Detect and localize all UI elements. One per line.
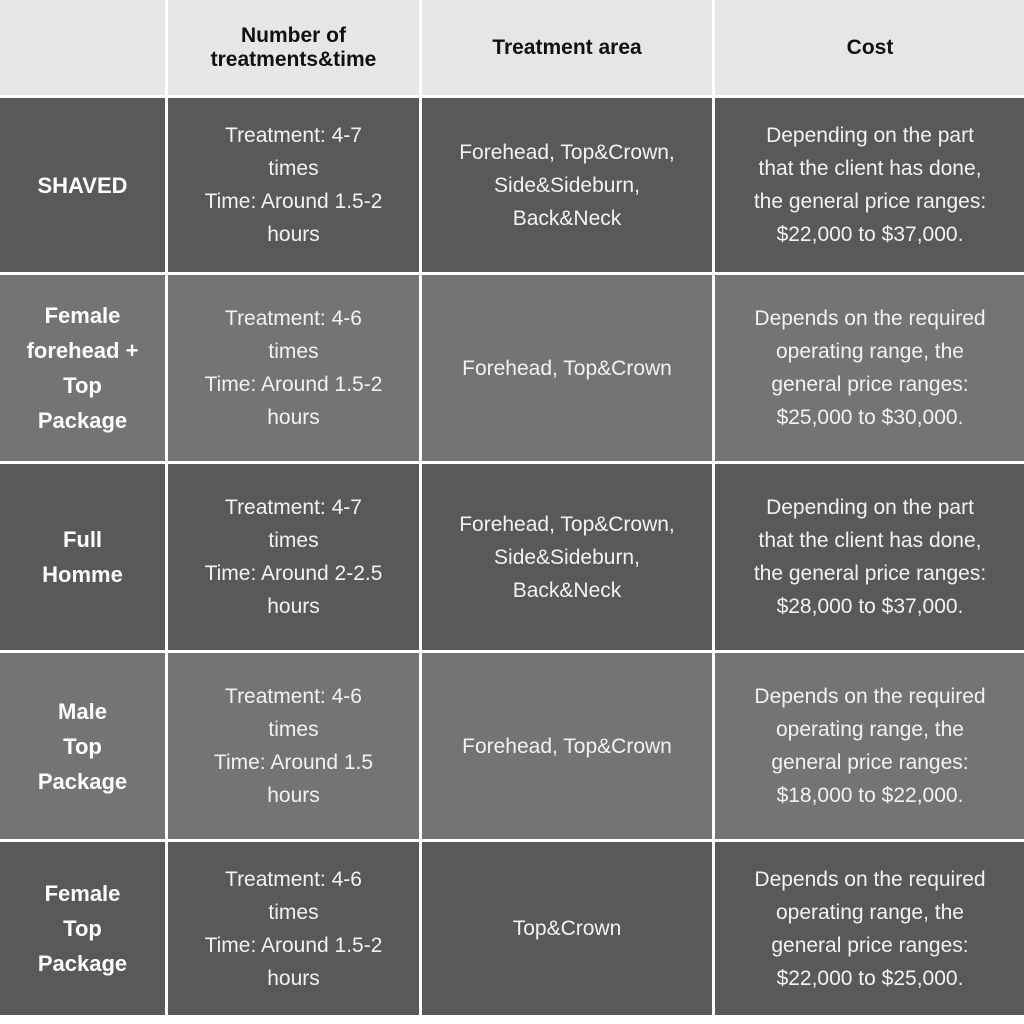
row-label-full-homme [0,464,165,650]
row-treatment-female-top-package [168,842,419,1015]
treatment-line: hours [267,966,320,990]
row-cost-shaved [715,98,1024,272]
treatment-line: Time: Around 1.5-2 [204,373,383,396]
area-line: Back&Neck [512,206,622,230]
row-treatment-male-top-package [168,653,419,839]
row-label-line: SHAVED [37,172,128,198]
treatment-line: hours [267,784,320,807]
cost-line: operating range, the [776,340,964,363]
row-label-female-top-package [0,842,165,1015]
treatment-line: Treatment: 4-7 [225,496,362,519]
row-label-line: forehead + [26,338,139,363]
area-line: Top&Crown [512,917,622,940]
row-label-male-top-package [0,653,165,839]
cost-line: Depends on the required [754,307,986,330]
area-line: Forehead, Top&Crown [462,734,672,758]
header-number-line1: Number of [241,23,346,47]
row-treatment-female-forehead-top-package [168,275,419,461]
cost-line: the general price ranges: [753,190,987,213]
row-label-shaved [0,98,165,272]
row-label-line: Top [63,916,102,941]
row-cost-full-homme [715,464,1024,650]
treatment-line: Time: Around 1.5 [213,751,374,774]
treatment-line: times [268,900,319,924]
row-label-line: Top [63,733,102,759]
treatment-line: Time: Around 1.5-2 [204,190,383,213]
treatment-line: hours [267,406,320,429]
cost-line: that the client has done, [758,529,982,552]
cost-line: $28,000 to $37,000. [776,595,964,618]
row-label-line: Male [58,698,107,724]
treatment-line: hours [267,595,320,618]
cost-line: general price ranges: [771,933,969,957]
row-label-line: Female [44,881,121,906]
header-treatment-area: Treatment area [422,0,712,95]
cost-line: general price ranges: [771,373,969,396]
cost-line: Depending on the part [766,496,974,519]
row-label-female-forehead-top-package [0,275,165,461]
treatment-line: Treatment: 4-7 [225,124,362,147]
cost-line: the general price ranges: [753,562,987,585]
row-treatment-shaved [168,98,419,272]
cost-line: that the client has done, [758,157,982,180]
row-label-line: Package [37,408,128,433]
row-cost-male-top-package [715,653,1024,839]
row-treatment-full-homme [168,464,419,650]
header-blank [0,0,165,95]
treatment-line: times [268,529,319,552]
row-cost-female-forehead-top-package [715,275,1024,461]
row-label-line: Female [44,303,121,328]
row-area-female-top-package [422,842,712,1015]
treatment-line: Treatment: 4-6 [225,307,362,330]
row-area-male-top-package [422,653,712,839]
cost-line: Depending on the part [766,124,974,147]
area-line: Forehead, Top&Crown, [459,512,675,536]
header-cost: Cost [715,0,1024,95]
cost-line: $25,000 to $30,000. [776,406,964,429]
cost-line: operating range, the [776,718,964,741]
cost-line: operating range, the [776,900,964,924]
header-number-treatments-time [168,0,419,95]
treatment-line: Time: Around 1.5-2 [204,933,383,957]
treatment-line: Treatment: 4-6 [225,685,362,708]
row-area-full-homme [422,464,712,650]
row-label-line: Top [63,373,102,398]
area-line: Forehead, Top&Crown, [459,140,675,164]
cost-line: $22,000 to $37,000. [776,223,964,246]
header-number-line2: treatments&time [210,47,377,71]
treatment-line: times [268,340,319,363]
treatment-line: Treatment: 4-6 [225,867,362,891]
row-area-female-forehead-top-package [422,275,712,461]
area-line: Back&Neck [512,578,622,602]
row-label-line: Package [37,951,128,976]
row-label-line: Package [37,768,128,794]
area-line: Side&Sideburn, [494,173,640,197]
row-label-line: Homme [42,562,123,587]
treatment-line: hours [267,223,320,246]
row-area-shaved [422,98,712,272]
treatment-line: times [268,718,319,741]
cost-line: Depends on the required [754,685,986,708]
cost-line: Depends on the required [754,867,986,891]
row-cost-female-top-package [715,842,1024,1015]
treatment-line: times [268,157,319,180]
area-line: Side&Sideburn, [494,545,640,569]
cost-line: general price ranges: [771,751,969,774]
area-line: Forehead, Top&Crown [462,356,672,380]
cost-line: $18,000 to $22,000. [776,784,964,807]
row-label-line: Full [62,527,103,552]
treatment-line: Time: Around 2-2.5 [204,562,383,585]
cost-line: $22,000 to $25,000. [776,966,964,990]
